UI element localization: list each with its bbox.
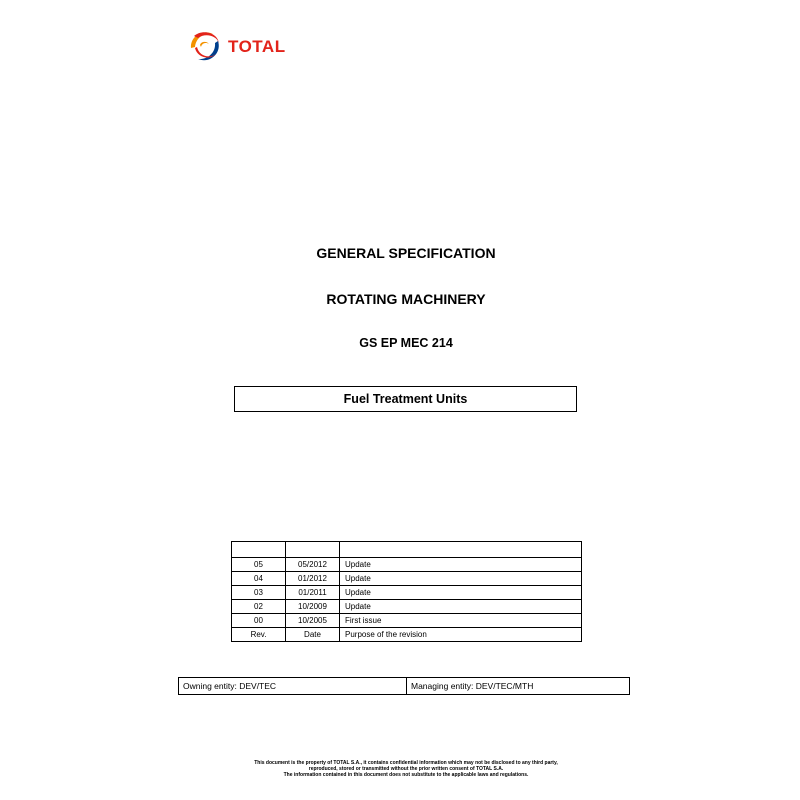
logo-wordmark: TOTAL [228, 37, 286, 56]
rev-cell: 00 [232, 614, 286, 628]
rev-cell: 05 [232, 558, 286, 572]
purpose-cell: Update [340, 572, 582, 586]
purpose-cell: Update [340, 600, 582, 614]
table-row [232, 558, 582, 572]
document-subject: Fuel Treatment Units [343, 392, 468, 406]
entity-box [178, 677, 630, 695]
rev-header-cell: Rev. [232, 628, 286, 642]
rev-cell: 02 [232, 600, 286, 614]
managing-entity: Managing entity: DEV/TEC/MTH [411, 681, 534, 691]
disclaimer-line: This document is the property of TOTAL S.A., it contains confidential information which may not be disclosed to any third party, [254, 760, 558, 766]
total-logo-icon [185, 26, 225, 66]
table-row [232, 600, 582, 614]
table-row [232, 542, 582, 558]
table-row [232, 572, 582, 586]
table-row [232, 614, 582, 628]
date-cell: 10/2009 [286, 600, 340, 614]
rev-cell: 03 [232, 586, 286, 600]
rev-cell: 04 [232, 572, 286, 586]
owning-entity: Owning entity: DEV/TEC [179, 678, 407, 694]
document-reference: GS EP MEC 214 [359, 336, 453, 350]
purpose-header-cell: Purpose of the revision [340, 628, 582, 642]
purpose-cell [340, 542, 582, 558]
confidentiality-disclaimer [0, 760, 800, 778]
spec-type-title: GENERAL SPECIFICATION [316, 245, 496, 261]
disclaimer-line: The information contained in this document does not substitute to the applicable laws and regulations. [283, 772, 529, 778]
revision-table [231, 541, 582, 642]
date-cell [286, 542, 340, 558]
date-header-cell: Date [286, 628, 340, 642]
rev-cell [232, 542, 286, 558]
table-row [232, 586, 582, 600]
table-footer-row [232, 628, 582, 642]
purpose-cell: Update [340, 558, 582, 572]
total-logo [185, 26, 297, 66]
disclaimer-line: reproduced, stored or transmitted without the prior written consent of TOTAL S.A. [308, 766, 504, 772]
date-cell: 05/2012 [286, 558, 340, 572]
purpose-cell: First issue [340, 614, 582, 628]
purpose-cell: Update [340, 586, 582, 600]
subject-box [234, 386, 577, 412]
discipline-title: ROTATING MACHINERY [326, 291, 486, 307]
date-cell: 01/2011 [286, 586, 340, 600]
date-cell: 10/2005 [286, 614, 340, 628]
date-cell: 01/2012 [286, 572, 340, 586]
